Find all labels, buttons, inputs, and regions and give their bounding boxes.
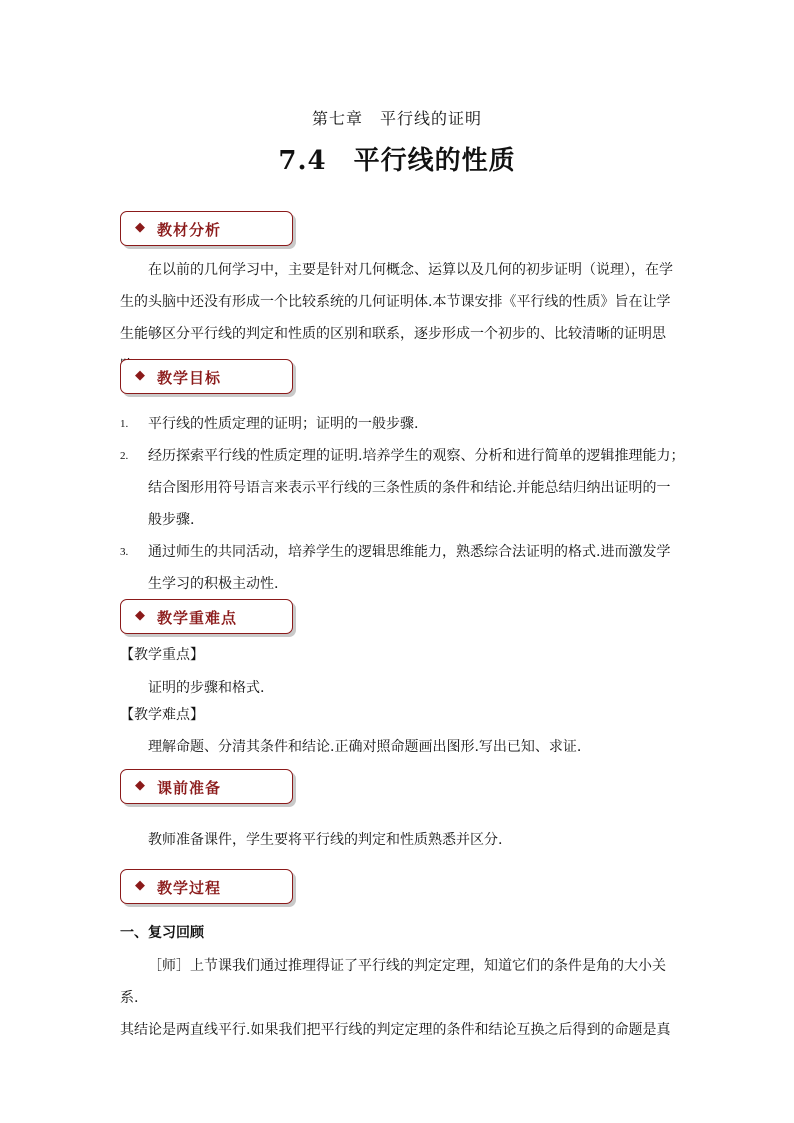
- list-number: 3.: [120, 546, 129, 558]
- section-label: 教学过程: [157, 879, 222, 897]
- section-header-process: [120, 869, 293, 904]
- goals-list: [120, 408, 685, 600]
- list-number: 1.: [120, 418, 129, 430]
- diamond-bullet-icon: ◆: [135, 878, 145, 893]
- text-line: 生的头脑中还没有形成一个比较系统的几何证明体.本节课安排《平行线的性质》旨在让学: [120, 294, 671, 310]
- text-line: 其结论是两直线平行.如果我们把平行线的判定定理的条件和结论互换之后得到的命题是真: [120, 1022, 671, 1038]
- text-line: 在以前的几何学习中，主要是针对几何概念、运算以及几何的初步证明（说理），在学: [148, 262, 673, 278]
- section-header-goals: [120, 359, 293, 394]
- section-header-preparation: [120, 769, 293, 804]
- section-label: 教学重难点: [157, 609, 238, 627]
- focus-label: 【教学重点】: [120, 647, 204, 663]
- text-line: 平行线的性质定理的证明；证明的一般步骤.: [148, 416, 419, 432]
- section-header-keypoints: [120, 599, 293, 634]
- diamond-bullet-icon: ◆: [135, 778, 145, 793]
- list-number: 2.: [120, 450, 129, 462]
- text-line: 般步骤.: [148, 512, 195, 528]
- focus-text: 证明的步骤和格式.: [148, 680, 265, 696]
- text-line: 通过师生的共同活动，培养学生的逻辑思维能力，熟悉综合法证明的格式.进而激发学: [148, 544, 671, 560]
- text-line: ［师］上节课我们通过推理得证了平行线的判定定理，知道它们的条件是角的大小关系.: [120, 958, 666, 1006]
- list-item: [120, 536, 685, 600]
- list-item: [120, 408, 685, 440]
- diamond-bullet-icon: ◆: [135, 368, 145, 383]
- section-header-analysis: [120, 211, 293, 246]
- preparation-text: 教师准备课件，学生要将平行线的判定和性质熟悉并区分.: [148, 832, 503, 848]
- diamond-bullet-icon: ◆: [135, 608, 145, 623]
- text-line: 生学习的积极主动性.: [148, 576, 279, 592]
- difficulty-text: 理解命题、分清其条件和结论.正确对照命题画出图形.写出已知、求证.: [148, 739, 582, 755]
- text-line: 经历探索平行线的性质定理的证明.培养学生的观察、分析和进行简单的逻辑推理能力；: [148, 448, 685, 464]
- process-paragraph: [120, 950, 680, 1046]
- step-title: 一、复习回顾: [120, 925, 204, 941]
- chapter-heading: 第七章 平行线的证明: [311, 109, 482, 128]
- difficulty-label: 【教学难点】: [120, 707, 204, 723]
- section-label: 课前准备: [157, 779, 222, 797]
- section-label: 教材分析: [157, 221, 222, 239]
- list-item: [120, 440, 685, 536]
- section-label: 教学目标: [157, 369, 222, 387]
- diamond-bullet-icon: ◆: [135, 220, 145, 235]
- text-line: 生能够区分平行线的判定和性质的区别和联系，逐步形成一个初步的、比较清晰的证明思: [120, 326, 666, 342]
- text-line: 结合图形用符号语言来表示平行线的三条性质的条件和结论.并能总结归纳出证明的一: [148, 480, 671, 496]
- page-title: 7.4 平行线的性质: [278, 146, 516, 176]
